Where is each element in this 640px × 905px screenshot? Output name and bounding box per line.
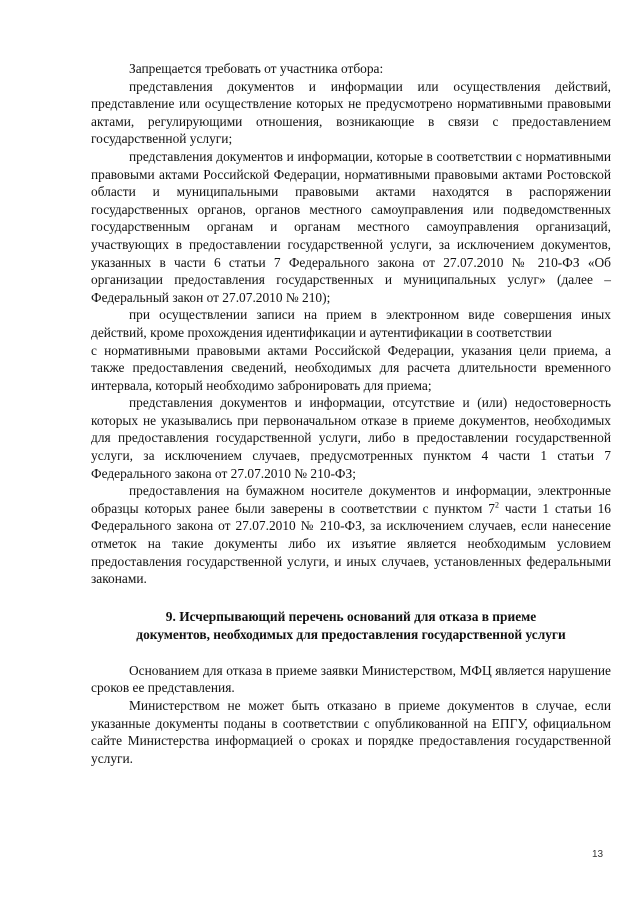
paragraph-item-unreported-documents: представления документов и информации, отсутствие и (или) недостоверность которых не указывались при первоначальном отказе в приеме документов, необходимых для предоставления государственной услуги, либо в предоставлении государственной услуги, за исключением случаев, предусмотренных пунктом 4 части 1 статьи 7 Федерального закона от 27.07.2010 № 210-ФЗ; xyxy=(91,395,611,481)
paragraph-item-documents: представления документов и информации, которые в соответствии с нормативными правовыми актами Российской Федерации, нормативными правовыми актами Ростовской области и муниципальными правовыми актами находятся в распоряжении государственных органов, органов местного самоуправления или подведомственных государственным органам и органам местного самоуправления организаций, участвующих в предоставлении государственной услуги, за исключением документов, указанных в части 6 статьи 7 Федерального закона от 27.07.2010 № 210-ФЗ «Об организации предоставления государственных и муниципальных услуг» (далее – Федеральный закон от 27.07.2010 № 210); xyxy=(91,148,611,305)
paragraph-item-paper-documents xyxy=(91,482,611,588)
paragraph-refusal-basis: Основанием для отказа в приеме заявки Министерством, МФЦ является нарушение сроков ее представления. xyxy=(91,662,611,696)
page-number: 13 xyxy=(592,849,604,860)
paragraph-item-electronic-record: при осуществлении записи на прием в электронном виде совершения иных действий, кроме прохождения идентификации и аутентификации в соответствии xyxy=(91,307,611,340)
section-heading xyxy=(91,608,611,644)
paragraph-item-actions: представления документов и информации или осуществления действий, представление или осуществление которых не предусмотрено нормативными правовыми актами, регулирующими отношения, возникающие в связи с предоставлением государственной услуги; xyxy=(91,78,611,147)
paragraph-no-refusal: Министерством не может быть отказано в приеме документов в случае, если указанные документы поданы в соответствии с опубликованной на ЕПГУ, официальном сайте Министерства информацией о сроках и порядке предоставления государственной услуги. xyxy=(91,698,611,766)
paper-documents-text-start: предоставления на бумажном носителе документов и информации, электронные образцы которых ранее были заверены в соответствии с пунктом 7 xyxy=(91,483,611,516)
document-page xyxy=(91,60,611,767)
paragraph-item-electronic-record-continued: с нормативными правовыми актами Российской Федерации, указания цели приема, а также предоставления сведений, необходимых для расчета длительности временного интервала, который необходимо забронировать для приема; xyxy=(91,342,611,393)
paragraph-intro: Запрещается требовать от участника отбора: xyxy=(129,61,384,76)
section-heading-line-1: 9. Исчерпывающий перечень оснований для отказа в приеме xyxy=(165,608,537,624)
superscript-two: 2 xyxy=(494,500,499,510)
paper-documents-text-end: части 1 статьи 16 Федерального закона от 27.07.2010 № 210-ФЗ, за исключением случаев, если нанесение отметок на такие документы либо их изъятие является необходимым условием предоставления государственной услуги, и иных случаев, установленных федеральными законами. xyxy=(91,500,612,587)
section-heading-line-2: документов, необходимых для предоставления государственной услуги xyxy=(136,626,566,642)
